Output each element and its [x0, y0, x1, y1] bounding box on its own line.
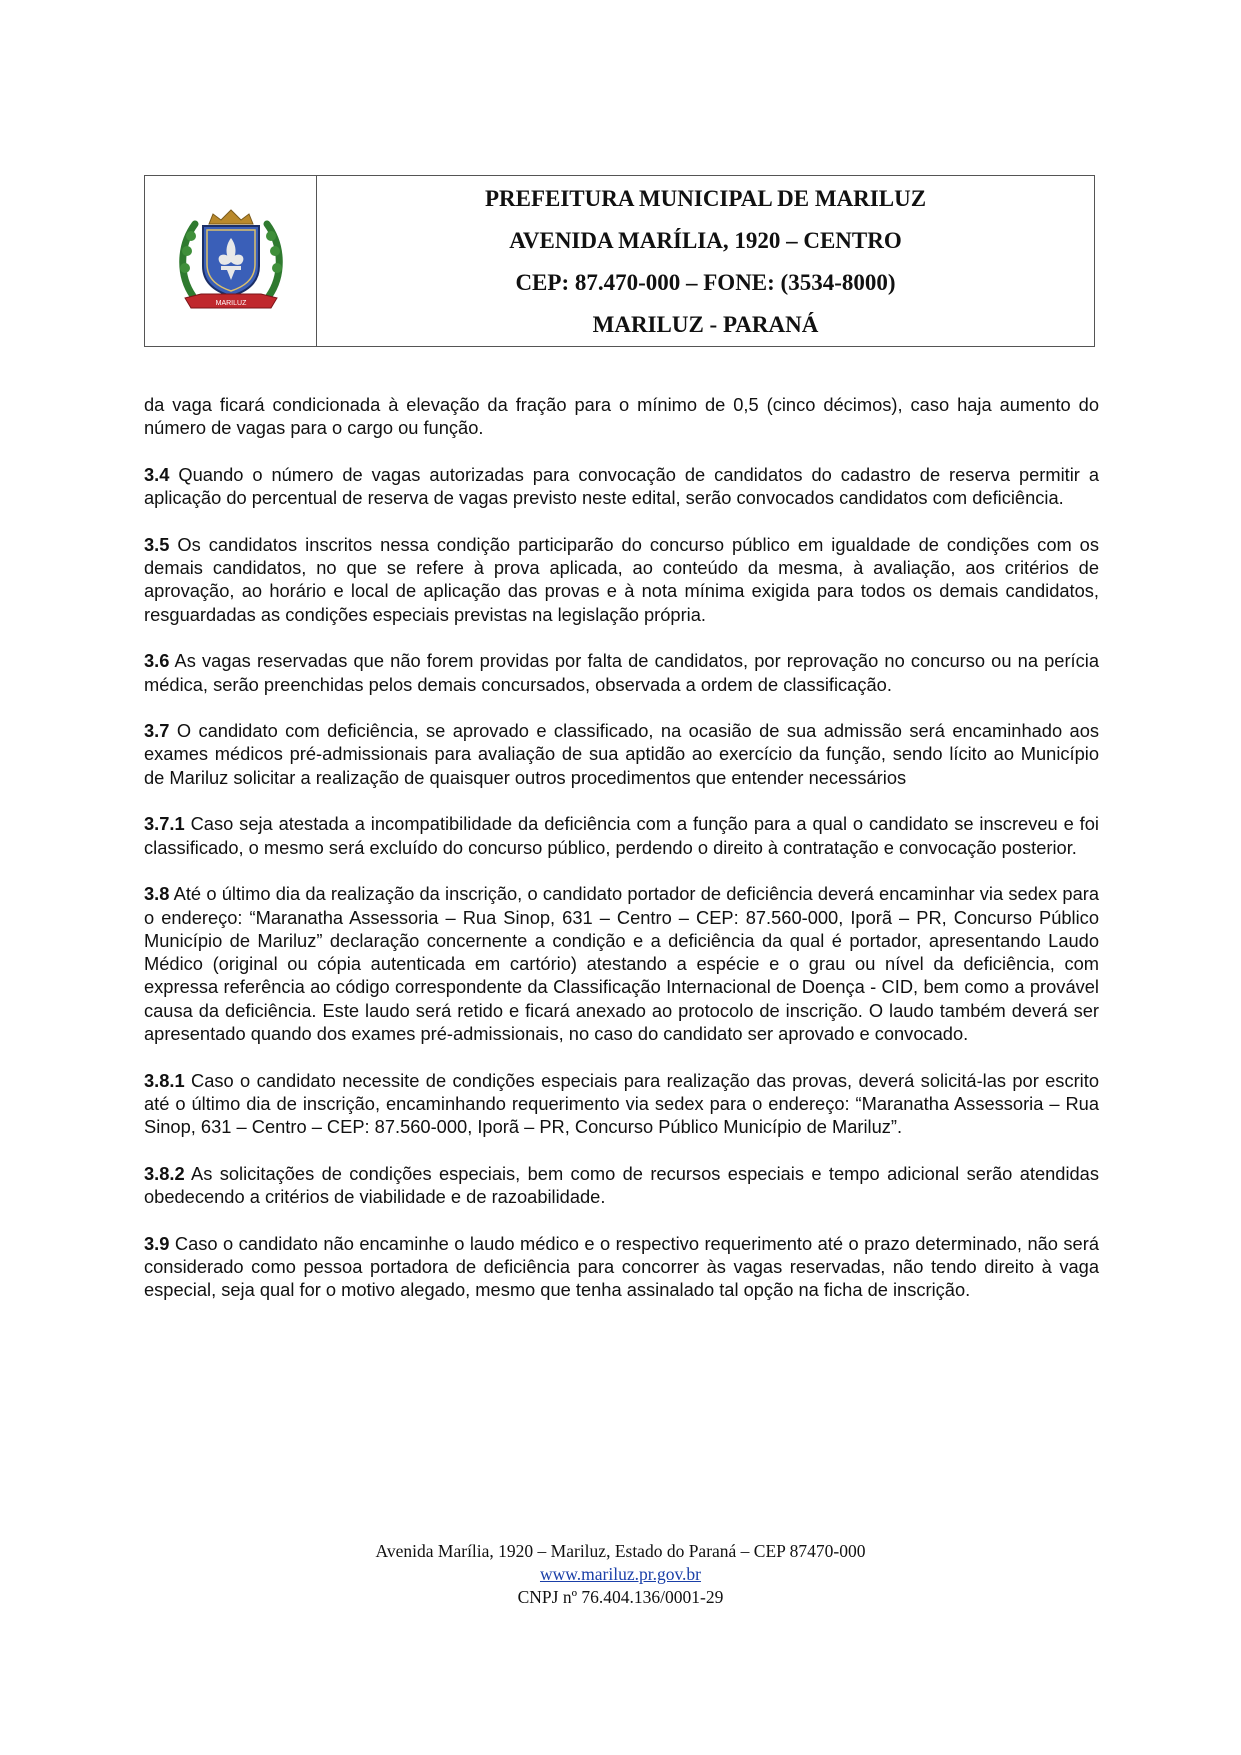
section-number: 3.9 [144, 1232, 170, 1254]
paragraph-continuation [144, 393, 1099, 440]
paragraph-3-8-1 [144, 1069, 1099, 1139]
header-line-2: AVENIDA MARÍLIA, 1920 – CENTRO [509, 228, 902, 253]
municipal-coat-of-arms-icon [171, 206, 291, 316]
paragraph-text: da vaga ficará condicionada à elevação da fração para o mínimo de 0,5 (cinco décimos), caso haja aumento do número de vagas para o cargo ou função. [144, 394, 1099, 439]
letterhead-title [317, 176, 1094, 346]
header-line-3: CEP: 87.470-000 – FONE: (3534-8000) [515, 270, 896, 295]
paragraph-3-5 [144, 533, 1099, 626]
section-number: 3.7.1 [144, 813, 185, 835]
paragraph-text: Quando o número de vagas autorizadas para convocação de candidatos do cadastro de reserva permitir a aplicação do percentual de reserva de vagas previsto neste edital, serão convocados candidatos com deficiência. [144, 463, 1099, 509]
section-number: 3.8 [144, 883, 170, 905]
paragraph-3-9 [144, 1232, 1099, 1302]
header-line-1: PREFEITURA MUNICIPAL DE MARILUZ [484, 186, 927, 211]
footer-cnpj: CNPJ nº 76.404.136/0001-29 [517, 1587, 724, 1607]
banner-text: MARILUZ [215, 300, 246, 307]
section-number: 3.5 [144, 533, 170, 555]
paragraph-3-7 [144, 719, 1099, 789]
paragraph-3-4 [144, 463, 1099, 510]
letterhead [144, 175, 1095, 347]
website-link[interactable]: www.mariluz.pr.gov.br [539, 1564, 702, 1584]
paragraph-3-6 [144, 649, 1099, 696]
section-number: 3.4 [144, 463, 170, 485]
paragraph-text: Os candidatos inscritos nessa condição participarão do concurso público em igualdade de condições com os demais candidatos, no que se refere à prova aplicada, ao conteúdo da mesma, à avaliação, aos critérios de aprovação, ao horário e local de aplicação das provas e à nota mínima exigida para todos os demais candidatos, resguardadas as condições especiais previstas na legislação própria. [144, 533, 1099, 625]
paragraph-text: Até o último dia da realização da inscrição, o candidato portador de deficiência deverá encaminhar via sedex para o endereço: “Maranatha Assessoria – Rua Sinop, 631 – Centro – CEP: 87.560-000, Iporã – PR, Concurso Público Município de Mariluz” declaração concernente a condição e a deficiência da qual é portador, apresentando Laudo Médico (original ou cópia autenticada em cartório) atestando a espécie e o grau ou nível da deficiência, com expressa referência ao código correspondente da Classificação Internacional de Doença - CID, bem como a provável causa da deficiência. Este laudo será retido e ficará anexado ao protocolo de inscrição. O laudo também deverá ser apresentado quando dos exames pré-admissionais, no caso do candidato ser aprovado e convocado. [144, 883, 1099, 1045]
paragraph-text: O candidato com deficiência, se aprovado e classificado, na ocasião de sua admissão será encaminhado aos exames médicos pré-admissionais para avaliação de sua aptidão ao exercício da função, sendo lícito ao Município de Mariluz solicitar a realização de quaisquer outros procedimentos que entender necessários [144, 720, 1099, 788]
paragraph-text: Caso seja atestada a incompatibilidade da deficiência com a função para a qual o candidato se inscreveu e foi classificado, o mesmo será excluído do concurso público, perdendo o direito à contratação e convocação posterior. [144, 813, 1099, 858]
footer-address: Avenida Marília, 1920 – Mariluz, Estado do Paraná – CEP 87470-000 [375, 1541, 866, 1561]
section-number: 3.8.2 [144, 1162, 185, 1184]
section-number: 3.7 [144, 720, 170, 742]
document-body [144, 393, 1099, 1302]
page-footer [0, 1540, 1241, 1609]
paragraph-3-7-1 [144, 812, 1099, 859]
section-number: 3.8.1 [144, 1069, 185, 1091]
paragraph-text: Caso o candidato necessite de condições especiais para realização das provas, deverá solicitá-las por escrito até o último dia de inscrição, encaminhando requerimento via sedex para o endereço: “Maranatha Assessoria – Rua Sinop, 631 – Centro – CEP: 87.560-000, Iporã – PR, Concurso Público Município de Mariluz”. [144, 1069, 1099, 1138]
paragraph-text: Caso o candidato não encaminhe o laudo médico e o respectivo requerimento até o prazo determinado, não será considerado como pessoa portadora de deficiência para concorrer às vagas reservadas, não tendo direito à vaga especial, seja qual for o motivo alegado, mesmo que tenha assinalado tal opção na ficha de inscrição. [144, 1232, 1099, 1301]
header-line-4: MARILUZ - PARANÁ [592, 312, 819, 337]
paragraph-3-8 [144, 882, 1099, 1045]
logo-cell [145, 176, 317, 346]
paragraph-text: As solicitações de condições especiais, bem como de recursos especiais e tempo adicional serão atendidas obedecendo a critérios de viabilidade e de razoabilidade. [144, 1162, 1099, 1208]
paragraph-3-8-2 [144, 1162, 1099, 1209]
paragraph-text: As vagas reservadas que não forem providas por falta de candidatos, por reprovação no concurso ou na perícia médica, serão preenchidas pelos demais concursados, observada a ordem de classificação. [144, 650, 1099, 695]
section-number: 3.6 [144, 650, 170, 672]
